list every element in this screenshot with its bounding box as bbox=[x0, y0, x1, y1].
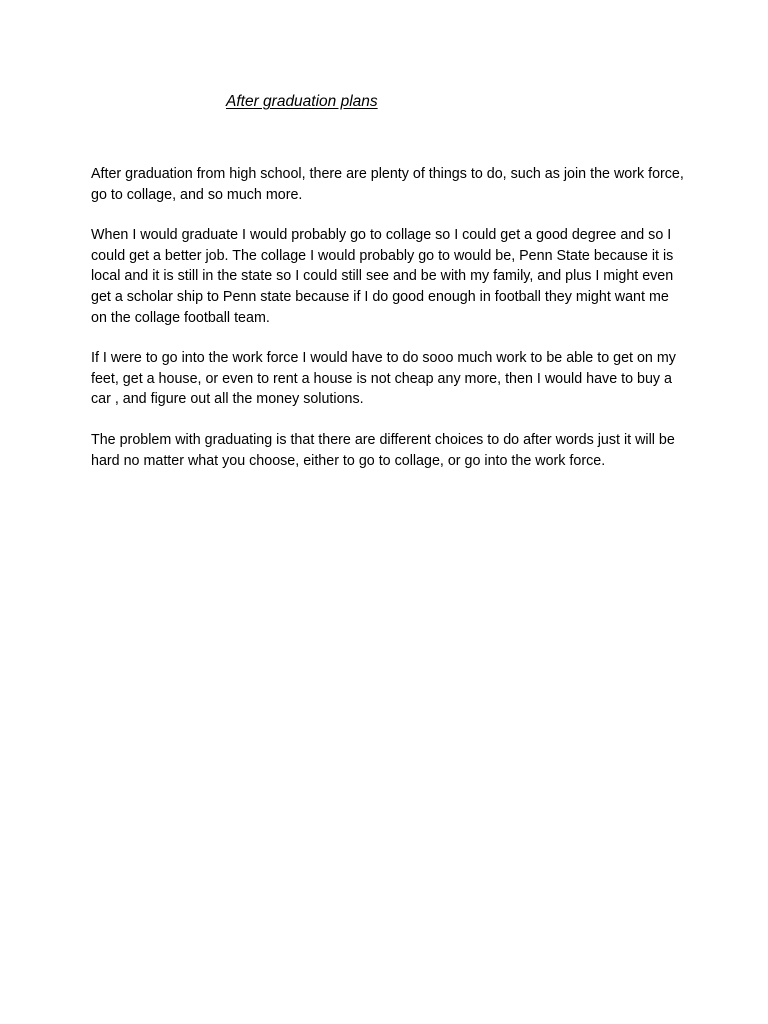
paragraph-1: After graduation from high school, there are plenty of things to do, such as join the work force, go to collage, and so much more. bbox=[91, 166, 684, 203]
paragraph-4: The problem with graduating is that there are different choices to do after words just it will be hard no matter what you choose, either to go to collage, or go into the work force. bbox=[91, 431, 675, 469]
document-body bbox=[91, 164, 687, 491]
document-title: After graduation plans bbox=[226, 93, 378, 110]
paragraph-3: If I were to go into the work force I would have to do sooo much work to be able to get on my feet, get a house, or even to rent a house is not cheap any more, then I would have to buy a car , and figure out all the money solutions. bbox=[91, 350, 676, 408]
paragraph-2: When I would graduate I would probably go to collage so I could get a good degree and so I could get a better job. The collage I would probably go to would be, Penn State because it is local and it is still in the state so I could still see and be with my family, and plus I might even get a scholar ship to Penn state because if I do good enough in football they might want me on the collage football team. bbox=[91, 227, 674, 326]
